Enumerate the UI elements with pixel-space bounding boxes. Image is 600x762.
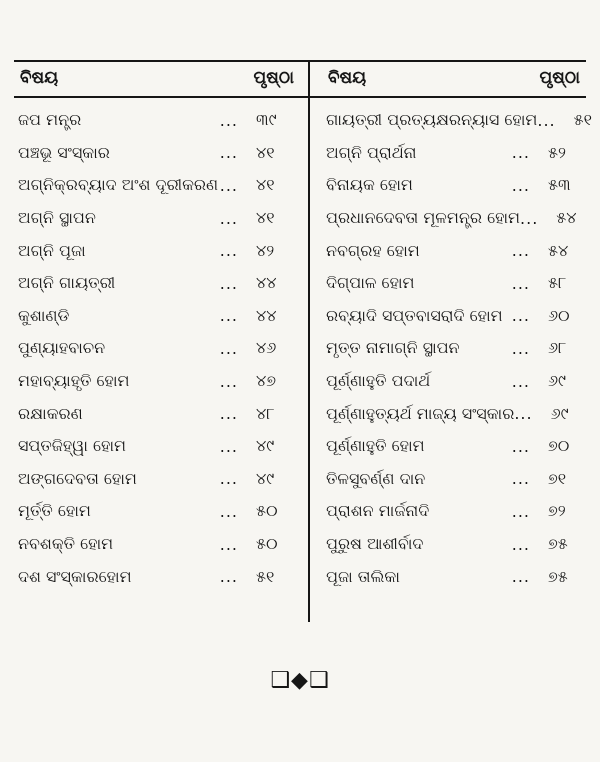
topic-text: ପୂର୍ଣ୍ଣାହୁତି ହୋମ bbox=[326, 436, 425, 456]
left-column bbox=[18, 60, 296, 593]
page-number: ୪୮ bbox=[256, 403, 275, 423]
right-column-header bbox=[326, 60, 582, 96]
topic-text: ପ୍ରଧାନଦେବତା ମୂଳମନ୍ତ୍ର ହୋମ bbox=[326, 208, 521, 228]
leader-dots: ... bbox=[219, 534, 238, 554]
list-item bbox=[18, 137, 296, 170]
page-heading: ପୃଷ୍ଠା bbox=[253, 68, 294, 88]
page-number: ୫୪ bbox=[548, 240, 569, 260]
topic-text: ନବଗ୍ରହ ହୋମ bbox=[326, 240, 420, 260]
list-item bbox=[326, 137, 582, 170]
list-item bbox=[326, 104, 592, 137]
page-number: ୫୮ bbox=[548, 273, 567, 293]
leader-dots: ... bbox=[511, 338, 530, 358]
topic-text: ଦିଗ୍‌ପାଳ ହୋମ bbox=[326, 273, 415, 293]
topic-text: ରବ୍ୟାଦି ସପ୍ତବାସରାଦି ହୋମ bbox=[326, 305, 503, 325]
list-item bbox=[326, 528, 582, 561]
list-item bbox=[18, 365, 296, 398]
topic-text: ଗାୟତ୍ରୀ ପ୍ରତ୍ୟକ୍ଷରନ୍ୟାସ ହୋମ bbox=[326, 110, 538, 130]
topic-text: ନବଶକ୍ତି ହୋମ bbox=[18, 534, 114, 554]
page-number: ୪୧ bbox=[256, 175, 275, 195]
leader-dots: ... bbox=[511, 273, 530, 293]
topic-text: ପଞ୍ଚଭୂ ସଂସ୍କାର bbox=[18, 142, 110, 162]
leader-dots: ... bbox=[219, 501, 238, 521]
page-number: ୬୮ bbox=[548, 338, 567, 358]
leader-dots: ... bbox=[511, 143, 530, 163]
list-item bbox=[326, 300, 582, 333]
page-number: ୪୧ bbox=[256, 208, 275, 228]
subject-heading: ବିଷୟ bbox=[20, 68, 59, 88]
leader-dots: ... bbox=[514, 404, 533, 424]
topic-text: ଅଗ୍ନି ଗାୟତ୍ରୀ bbox=[18, 273, 116, 293]
topic-text: ବିନାୟକ ହୋମ bbox=[326, 175, 413, 195]
topic-text: ପୁଣ୍ୟାହବାଚନ bbox=[18, 338, 106, 358]
topic-text: ଅଗ୍ନି ସ୍ଥାପନ bbox=[18, 208, 96, 228]
page-number: ୭୨ bbox=[548, 501, 566, 521]
page-number: ୭୦ bbox=[548, 436, 570, 456]
leader-dots: ... bbox=[219, 306, 238, 326]
topic-text: ମୃତ୍ତ ନାମାଗ୍ନି ସ୍ଥାପନ bbox=[326, 338, 460, 358]
list-item bbox=[326, 365, 582, 398]
page-number: ୭୧ bbox=[548, 468, 567, 488]
left-column-header bbox=[18, 60, 296, 96]
leader-dots: ... bbox=[219, 469, 238, 489]
page-number: ୫୩ bbox=[548, 175, 571, 195]
list-item bbox=[326, 560, 582, 593]
leader-dots: ... bbox=[219, 208, 238, 228]
topic-text: ସପ୍ତଜିହ୍ୱା ହୋମ bbox=[18, 436, 126, 456]
list-item bbox=[18, 267, 296, 300]
list-item bbox=[326, 169, 582, 202]
topic-text: ଅଗ୍ନିକ୍ରବ୍ୟାଦ ଅଂଶ ଦୂରୀକରଣ bbox=[18, 175, 219, 195]
leader-dots: ... bbox=[511, 567, 530, 587]
list-item bbox=[326, 430, 582, 463]
page-number: ୬୦ bbox=[548, 305, 570, 325]
leader-dots: ... bbox=[537, 110, 556, 130]
list-item bbox=[18, 397, 296, 430]
list-item bbox=[18, 495, 296, 528]
page-number: ୪୨ bbox=[256, 240, 275, 260]
leader-dots: ... bbox=[511, 534, 530, 554]
list-item bbox=[326, 234, 582, 267]
leader-dots: ... bbox=[219, 273, 238, 293]
leader-dots: ... bbox=[511, 306, 530, 326]
list-item bbox=[18, 463, 296, 496]
end-ornament: ❑◆❑ bbox=[270, 668, 330, 693]
topic-text: ପୂର୍ଣ୍ଣାହୁତ୍ୟର୍ଥ ମାଜ୍ୟ ସଂସ୍କାର bbox=[326, 403, 515, 423]
page-number: ୫୦ bbox=[256, 534, 278, 554]
leader-dots: ... bbox=[511, 469, 530, 489]
page-number: ୪୪ bbox=[256, 273, 277, 293]
topic-text: ମୂର୍ତ୍ତି ହୋମ bbox=[18, 501, 91, 521]
page-number: ୫୧ bbox=[573, 110, 592, 130]
topic-text: କୁଶାଣ୍ଡି bbox=[18, 305, 70, 325]
topic-text: ଦଶ ସଂସ୍କାରହୋମ bbox=[18, 566, 132, 586]
list-item bbox=[18, 528, 296, 561]
leader-dots: ... bbox=[520, 208, 539, 228]
page-number: ୫୦ bbox=[256, 501, 278, 521]
page-number: ୬୯ bbox=[550, 403, 569, 423]
left-entry-list bbox=[18, 104, 296, 593]
leader-dots: ... bbox=[219, 241, 238, 261]
leader-dots: ... bbox=[219, 567, 238, 587]
page-number: ୭୫ bbox=[548, 534, 568, 554]
leader-dots: ... bbox=[219, 371, 238, 391]
page-number: ୪୧ bbox=[256, 142, 275, 162]
leader-dots: ... bbox=[511, 371, 530, 391]
page-number: ୪୬ bbox=[256, 338, 277, 358]
page-number: ୩୯ bbox=[256, 110, 277, 130]
list-item bbox=[18, 104, 296, 137]
topic-text: ମହାବ୍ୟାହୃତି ହୋମ bbox=[18, 371, 130, 391]
topic-text: ରକ୍ଷାକରଣ bbox=[18, 403, 83, 423]
list-item bbox=[18, 169, 296, 202]
list-item bbox=[18, 300, 296, 333]
topic-text: ଅଗ୍ନି ପ୍ରାର୍ଥନା bbox=[326, 142, 417, 162]
list-item bbox=[326, 202, 582, 235]
topic-text: ଅଗ୍ନି ପୂଜା bbox=[18, 240, 86, 260]
leader-dots: ... bbox=[219, 338, 238, 358]
page-number: ୫୧ bbox=[256, 566, 275, 586]
page-number: ୪୭ bbox=[256, 371, 277, 391]
topic-text: ଅଙ୍ଗଦେବତା ହୋମ bbox=[18, 468, 137, 488]
topic-text: ତିଳସୁବର୍ଣ୍ଣ ଦାନ bbox=[326, 468, 426, 488]
list-item bbox=[18, 430, 296, 463]
list-item bbox=[326, 397, 582, 430]
page-number: ୫୪ bbox=[556, 208, 577, 228]
page-number: ୬୯ bbox=[548, 371, 567, 391]
list-item bbox=[18, 332, 296, 365]
subject-heading: ବିଷୟ bbox=[328, 68, 367, 88]
leader-dots: ... bbox=[511, 436, 530, 456]
topic-text: ପ୍ରାଶନ ମାର୍ଜନାଦି bbox=[326, 501, 430, 521]
right-column bbox=[326, 60, 592, 593]
leader-dots: ... bbox=[511, 501, 530, 521]
list-item bbox=[18, 560, 296, 593]
list-item bbox=[18, 234, 296, 267]
right-entry-list bbox=[326, 104, 592, 593]
leader-dots: ... bbox=[219, 436, 238, 456]
topic-text: ପୂଜା ତାଲିକା bbox=[326, 566, 400, 586]
page-number: ୪୯ bbox=[256, 436, 275, 456]
leader-dots: ... bbox=[219, 110, 238, 130]
page-number: ୪୪ bbox=[256, 305, 277, 325]
topic-text: ପୂର୍ଣ୍ଣାହୁତି ପଦାର୍ଥ bbox=[326, 371, 431, 391]
page-number: ୫୨ bbox=[548, 142, 566, 162]
leader-dots: ... bbox=[219, 175, 238, 195]
page-number: ୪୯ bbox=[256, 468, 275, 488]
page-number: ୭୫ bbox=[548, 566, 568, 586]
column-divider bbox=[308, 60, 310, 622]
page-heading: ପୃଷ୍ଠା bbox=[539, 68, 580, 88]
list-item bbox=[326, 495, 582, 528]
list-item bbox=[18, 202, 296, 235]
list-item bbox=[326, 267, 582, 300]
leader-dots: ... bbox=[511, 175, 530, 195]
leader-dots: ... bbox=[219, 143, 238, 163]
list-item bbox=[326, 332, 582, 365]
list-item bbox=[326, 463, 582, 496]
topic-text: ପୁରୁଷ ଆଶୀର୍ବାଦ bbox=[326, 534, 424, 554]
leader-dots: ... bbox=[219, 404, 238, 424]
topic-text: ଜପ ମନ୍ତ୍ର bbox=[18, 110, 82, 130]
leader-dots: ... bbox=[511, 241, 530, 261]
